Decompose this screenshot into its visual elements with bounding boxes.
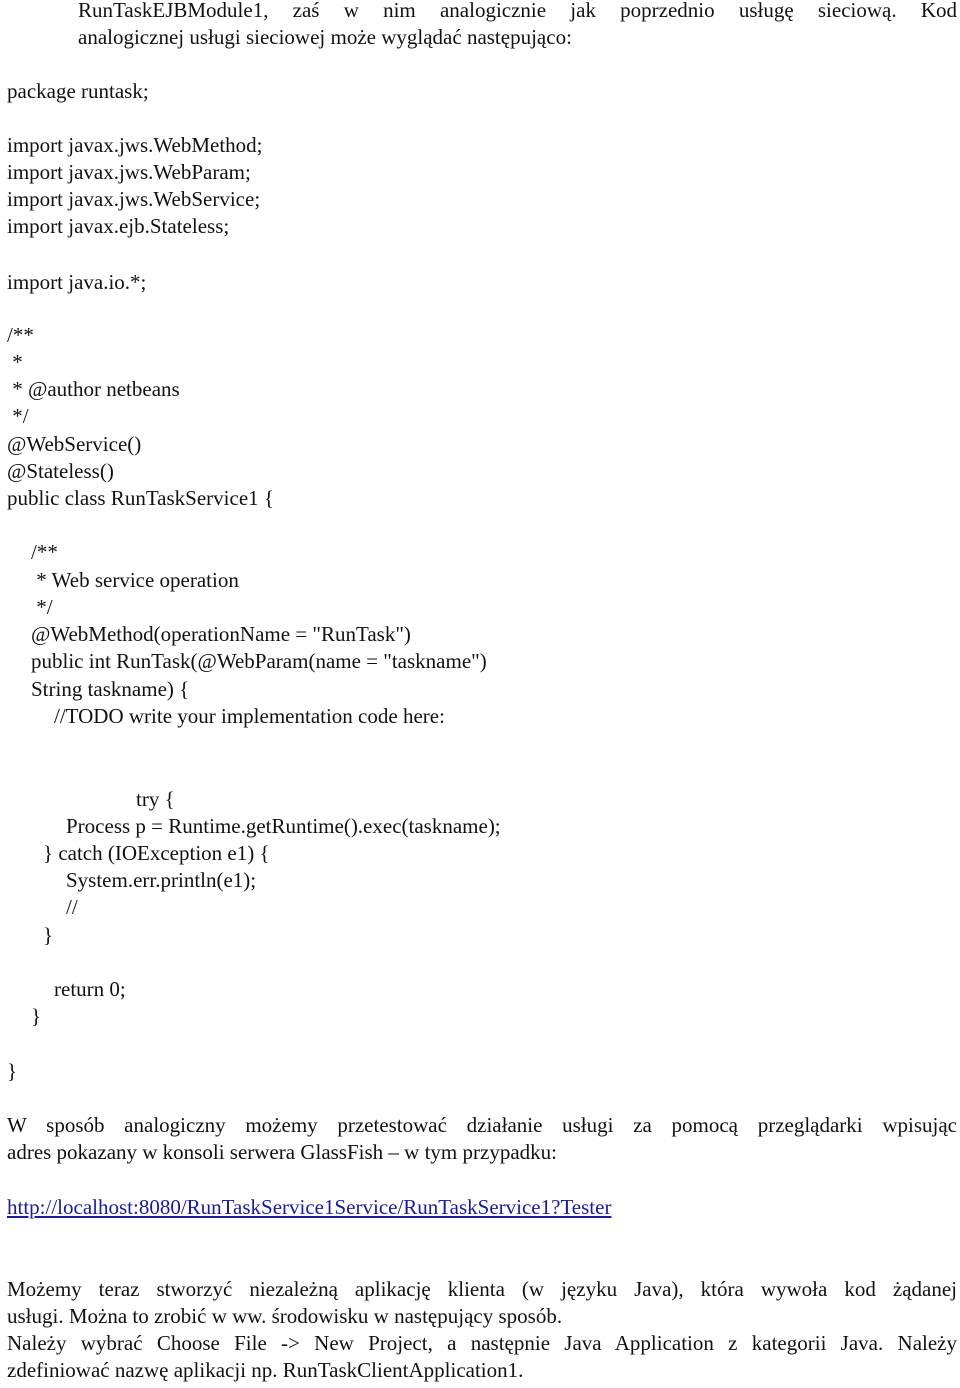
paragraph-line: Możemy teraz stworzyć niezależną aplikację klienta (w języku Java), która wywoła kod żądanej — [7, 1277, 957, 1301]
code-import: import javax.jws.WebParam; — [7, 160, 251, 184]
code-comment: // — [66, 895, 78, 919]
code-method-signature: String taskname) { — [31, 677, 190, 701]
code-statement: Process p = Runtime.getRuntime().exec(taskname); — [66, 814, 501, 838]
code-catch: } catch (IOException e1) { — [43, 841, 270, 865]
code-class-declaration: public class RunTaskService1 { — [7, 486, 274, 510]
code-method-signature: public int RunTask(@WebParam(name = "taskname") — [31, 649, 487, 673]
code-comment: /** — [7, 323, 34, 347]
paragraph-line: Należy wybrać Choose File -> New Project, a następnie Java Application z kategorii Java. Należy — [7, 1331, 957, 1355]
tester-url-link[interactable]: http://localhost:8080/RunTaskService1Service/RunTaskService1?Tester — [7, 1195, 612, 1219]
intro-line-1: RunTaskEJBModule1, zaś w nim analogicznie jak poprzednio usługę sieciową. Kod — [78, 0, 957, 22]
code-comment: * — [7, 350, 23, 374]
code-import: import java.io.*; — [7, 270, 147, 294]
code-annotation: @WebMethod(operationName = "RunTask") — [31, 622, 411, 646]
code-return: return 0; — [54, 977, 126, 1001]
code-annotation: @Stateless() — [7, 459, 114, 483]
code-brace: } — [43, 923, 54, 947]
code-package: package runtask; — [7, 79, 149, 103]
code-import: import javax.jws.WebService; — [7, 187, 261, 211]
code-import: import javax.ejb.Stateless; — [7, 214, 230, 238]
paragraph-line: zdefiniować nazwę aplikacji np. RunTaskClientApplication1. — [7, 1358, 524, 1382]
code-comment: */ — [31, 595, 53, 619]
code-comment: * @author netbeans — [7, 377, 180, 401]
code-brace: } — [31, 1004, 42, 1028]
code-try: try { — [136, 787, 175, 811]
code-comment: */ — [7, 404, 29, 428]
paragraph-line: usługi. Można to zrobić w ww. środowisku w następujący sposób. — [7, 1304, 563, 1328]
code-comment: /** — [31, 540, 58, 564]
code-annotation: @WebService() — [7, 432, 142, 456]
code-todo-comment: //TODO write your implementation code here: — [54, 704, 445, 728]
code-statement: System.err.println(e1); — [66, 868, 257, 892]
code-comment: * Web service operation — [31, 568, 239, 592]
paragraph-line: W sposób analogiczny możemy przetestować działanie usługi za pomocą przeglądarki wpisując — [7, 1113, 957, 1137]
paragraph-line: adres pokazany w konsoli serwera GlassFish – w tym przypadku: — [7, 1140, 557, 1164]
code-import: import javax.jws.WebMethod; — [7, 133, 263, 157]
intro-line-2: analogicznej usługi sieciowej może wyglądać następująco: — [78, 25, 572, 49]
code-brace: } — [7, 1059, 18, 1083]
